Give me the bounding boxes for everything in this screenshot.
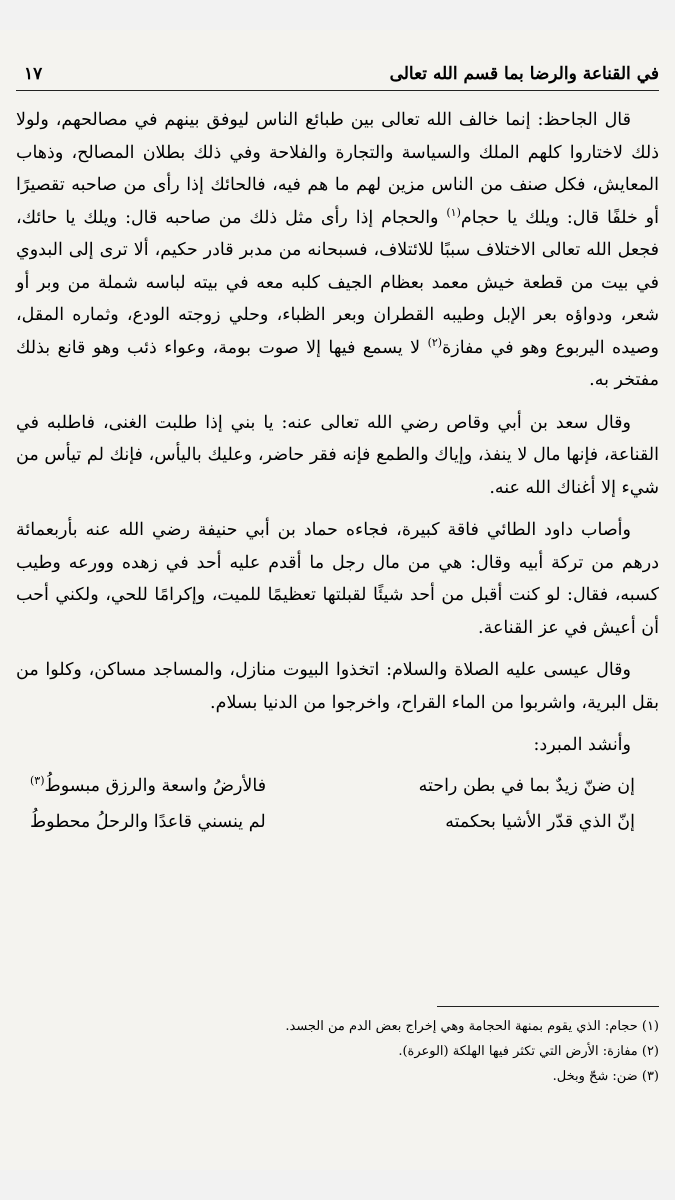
footnote-ref-1: (١): [446, 205, 461, 219]
footnotes: [16, 1014, 659, 1089]
paragraph-text: والحجام إذا رأى مثل ذلك من صاحبه قال: ويلك يا حائك، فجعل الله تعالى الاختلاف سببًا للائتلاف، فسبحانه من مدبر قادر حكيم، ألا ترى إلى البدوي في بيت من قطعة خيش معمد بعظام الجيف كلبه معه في بيته لباسه شملة من وبر أو شعر، ودواؤه بعر الإبل وطيبه القطران وبعر الظباء، وحلي زوجته الودع، وثماره المقل، وصيده اليربوع وهو في مفازة: [16, 207, 660, 358]
page-header: [16, 62, 659, 92]
page-number: ١٧: [24, 64, 43, 84]
footnote-ref-2: (٢): [427, 335, 443, 349]
verse-intro: وأنشد المبرد:: [533, 735, 631, 755]
verse-second-hemistich: [30, 768, 266, 804]
paragraph-isa: وقال عيسى عليه الصلاة والسلام: اتخذوا البيوت منازل، والمساجد مساكن، وكلوا من بقل البرية، واشربوا من الماء القراح، واخرجوا من الدنيا بسلام.: [16, 660, 659, 713]
paragraph-dawud: وأصاب داود الطائي فاقة كبيرة، فجاءه حماد بن أبي حنيفة رضي الله عنه بأربعمائة درهم من تركة أبيه وقال: هي من مال رجل ما أقدم عليه أحد في زهده وورعه وطيب كسبه، فقال: لو كنت أقبل من أحد شيئًا لقبلتها تعظيمًا للميت، وإكرامًا للحي، ولكني أحب أن أعيش في عز القناعة.: [16, 520, 659, 638]
main-text: [16, 104, 659, 840]
verse-second-text: فالأرضُ واسعة والرزق مبسوطُ: [44, 775, 267, 796]
top-bar: [0, 0, 675, 30]
paragraph-saad: وقال سعد بن أبي وقاص رضي الله تعالى عنه: يا بني إذا طلبت الغنى، فاطلبه في القناعة، فإنها مال لا ينفذ، وإياك والطمع فإنه فقر حاضر، وعليك باليأس، فإنك لم تيأس من شيء إلا أغناك الله عنه.: [16, 412, 659, 498]
bottom-bar: [0, 1170, 675, 1200]
verse-line-1: [16, 768, 659, 804]
header-divider: [16, 90, 659, 91]
running-title: في القناعة والرضا بما قسم الله تعالى: [389, 64, 659, 84]
verse-first-hemistich: إنّ الذي قدّر الأشيا بحكمته: [445, 811, 635, 832]
verse-line-2: [16, 804, 659, 840]
verse-second-hemistich: لم ينسني قاعدًا والرحلُ محطوطُ: [30, 811, 266, 832]
footnote-2: (٢) مفازة: الأرض التي تكثر فيها الهلكة (الوعرة).: [398, 1044, 659, 1059]
footnote-ref-3: (٣): [30, 773, 45, 787]
footnote-3: (٣) ضن: شحّ وبخل.: [552, 1069, 659, 1084]
verse-first-hemistich: إن ضنّ زيدٌ بما في بطن راحته: [418, 775, 635, 796]
paragraph-text: لا يسمع فيها إلا صوت بومة، وعواء ذئب وهو قانع بذلك مفتخر به.: [16, 337, 659, 390]
footnote-divider: [437, 1006, 659, 1007]
paragraph-text: قال الجاحظ: إنما خالف الله تعالى بين طبائع الناس ليوفق بينهم في مصالحهم، ولولا ذلك لاختاروا كلهم الملك والسياسة والتجارة والفلاحة وفي ذلك بطلان المصالح، وذهاب المعايش، فكل صنف من الناس مزين لهم ما هم فيه، فالحائك إذا رأى من صاحبه تقصيرًا أو خلفًا قال: ويلك يا حجام: [16, 110, 659, 228]
paragraph-jahiz: [16, 104, 659, 397]
footnote-1: (١) حجام: الذي يقوم بمنهة الحجامة وهي إخراج بعض الدم من الجسد.: [285, 1019, 659, 1034]
